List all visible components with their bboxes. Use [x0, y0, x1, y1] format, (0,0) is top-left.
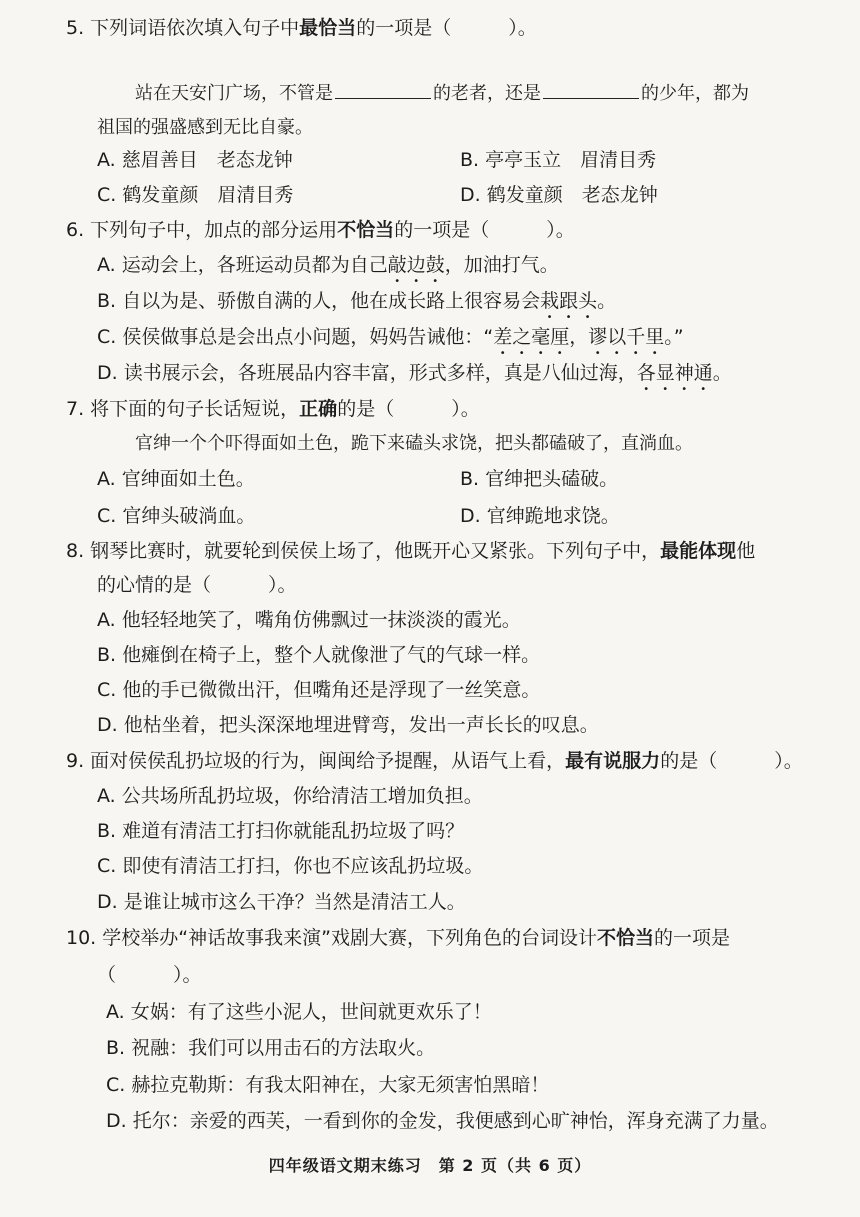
q5-option-d: D. 鹤发童颜 老态龙钟 — [460, 184, 658, 206]
q10-option-a: A. 女娲：有了这些小泥人，世间就更欢乐了！ — [106, 1001, 492, 1023]
q8-stem-emphasis: 最能体现 — [660, 540, 737, 562]
q6-stem-emphasis: 不恰当 — [337, 219, 395, 241]
q8-option-b: B. 他瘫倒在椅子上，整个人就像泄了气的气球一样。 — [97, 644, 541, 666]
q6-option-d-text: D. 读书展示会，各班展品内容丰富，形式多样，真是八仙过海， — [97, 362, 637, 384]
q10-option-d: D. 托尔：亲爱的西芙，一看到你的金发，我便感到心旷神怡，浑身充满了力量。 — [106, 1110, 779, 1132]
q8-stem-tail: 他 — [736, 540, 756, 562]
q6-option-c-text: C. 侯侯做事总是会出点小问题，妈妈告诫他：“ — [97, 326, 494, 348]
q7-option-a: A. 官绅面如土色。 — [97, 468, 255, 490]
q9-stem-emphasis: 最有说服力 — [565, 750, 661, 772]
q6-option-a-dotted: 敲边鼓 — [387, 254, 445, 276]
q8-option-a: A. 他轻轻地笑了，嘴角仿佛飘过一抹淡淡的霞光。 — [97, 609, 521, 631]
q6-option-c-comma: ， — [569, 326, 589, 348]
q10-option-b: B. 祝融：我们可以用击石的方法取火。 — [106, 1037, 436, 1059]
q6-option-c-dotted-1: 差之毫厘 — [493, 326, 570, 348]
q6-option-a — [97, 251, 559, 287]
q7-option-d: D. 官绅跪地求饶。 — [460, 505, 620, 527]
q9-stem-tail: 的是（ ）。 — [660, 750, 803, 772]
q8-stem — [66, 537, 755, 565]
q5-option-b: B. 亭亭玉立 眉清目秀 — [460, 149, 657, 171]
q9-stem-text: 9. 面对侯侯乱扔垃圾的行为，闽闽给予提醒，从语气上看， — [66, 750, 566, 772]
q9-stem — [66, 747, 803, 775]
q9-option-a: A. 公共场所乱扔垃圾，你给清洁工增加负担。 — [97, 785, 483, 807]
q10-stem-tail: 的一项是 — [653, 927, 730, 949]
q5-quote-part: 的少年，都为 — [641, 83, 749, 104]
q10-stem-emphasis: 不恰当 — [596, 927, 654, 949]
q6-option-c-dotted-2: 谬以千里 — [588, 326, 665, 348]
q5-quote-line2: 祖国的强盛感到无比自豪。 — [97, 117, 313, 138]
q6-option-a-tail: ，加油打气。 — [444, 254, 559, 276]
q6-option-c — [97, 323, 684, 359]
q8-option-d: D. 他枯坐着，把头深深地埋进臂弯，发出一声长长的叹息。 — [97, 714, 599, 736]
q6-option-a-text: A. 运动会上，各班运动员都为自己 — [97, 254, 388, 276]
q6-option-b — [97, 287, 616, 323]
q5-blank-2 — [543, 80, 639, 99]
q5-option-a: A. 慈眉善目 老态龙钟 — [97, 149, 293, 171]
q6-option-d — [97, 359, 732, 395]
q10-stem — [66, 924, 730, 952]
q5-stem-emphasis: 最恰当 — [299, 17, 357, 39]
q6-option-b-text: B. 自以为是、骄傲自满的人，他在成长路上很容易会 — [97, 290, 541, 312]
q5-quote-part: 的老者，还是 — [433, 83, 541, 104]
q6-option-b-dotted: 栽跟头 — [540, 290, 598, 312]
q8-stem-text: 8. 钢琴比赛时，就要轮到侯侯上场了，他既开心又紧张。下列句子中， — [66, 540, 661, 562]
page-footer: 四年级语文期末练习 第 2 页（共 6 页） — [268, 1156, 592, 1175]
q8-option-c: C. 他的手已微微出汗，但嘴角还是浮现了一丝笑意。 — [97, 679, 541, 701]
q7-option-c: C. 官绅头破淌血。 — [97, 505, 256, 527]
q7-quote: 官绅一个个吓得面如土色，跪下来磕头求饶，把头都磕破了，直淌血。 — [135, 433, 693, 454]
q7-option-b: B. 官绅把头磕破。 — [460, 468, 619, 490]
q6-stem — [66, 216, 575, 244]
q6-stem-tail: 的一项是（ ）。 — [394, 219, 575, 241]
q5-blank-1 — [335, 80, 431, 99]
q7-stem-text: 7. 将下面的句子长话短说， — [66, 398, 300, 420]
q5-quote-line1 — [135, 80, 749, 108]
q7-stem — [66, 395, 480, 423]
q9-option-b: B. 难道有清洁工打扫你就能乱扔垃圾了吗？ — [97, 820, 465, 842]
q5-option-c: C. 鹤发童颜 眉清目秀 — [97, 184, 294, 206]
q5-stem — [66, 14, 537, 42]
q10-stem-text: 10. 学校举办“神话故事我来演”戏剧大赛，下列角色的台词设计 — [66, 927, 597, 949]
q6-option-b-tail: 。 — [597, 290, 617, 312]
q5-quote-part: 站在天安门广场，不管是 — [135, 83, 333, 104]
q6-option-c-tail: 。” — [664, 326, 684, 348]
q6-stem-text: 6. 下列句子中，加点的部分运用 — [66, 219, 338, 241]
q10-stem-line2: （ ）。 — [97, 964, 202, 986]
q6-option-d-dotted: 各显神通 — [636, 362, 713, 384]
q10-option-c: C. 赫拉克勒斯：有我太阳神在，大家无须害怕黑暗！ — [106, 1074, 550, 1096]
q7-stem-emphasis: 正确 — [299, 398, 338, 420]
q9-option-c: C. 即使有清洁工打扫，你也不应该乱扔垃圾。 — [97, 855, 484, 877]
q7-stem-tail: 的是（ ）。 — [337, 398, 480, 420]
q8-stem-line2: 的心情的是（ ）。 — [97, 574, 297, 596]
q5-stem-text: 5. 下列词语依次填入句子中 — [66, 17, 300, 39]
q6-option-d-tail: 。 — [712, 362, 732, 384]
q5-stem-tail: 的一项是（ ）。 — [356, 17, 537, 39]
q9-option-d: D. 是谁让城市这么干净？当然是清洁工人。 — [97, 891, 466, 913]
